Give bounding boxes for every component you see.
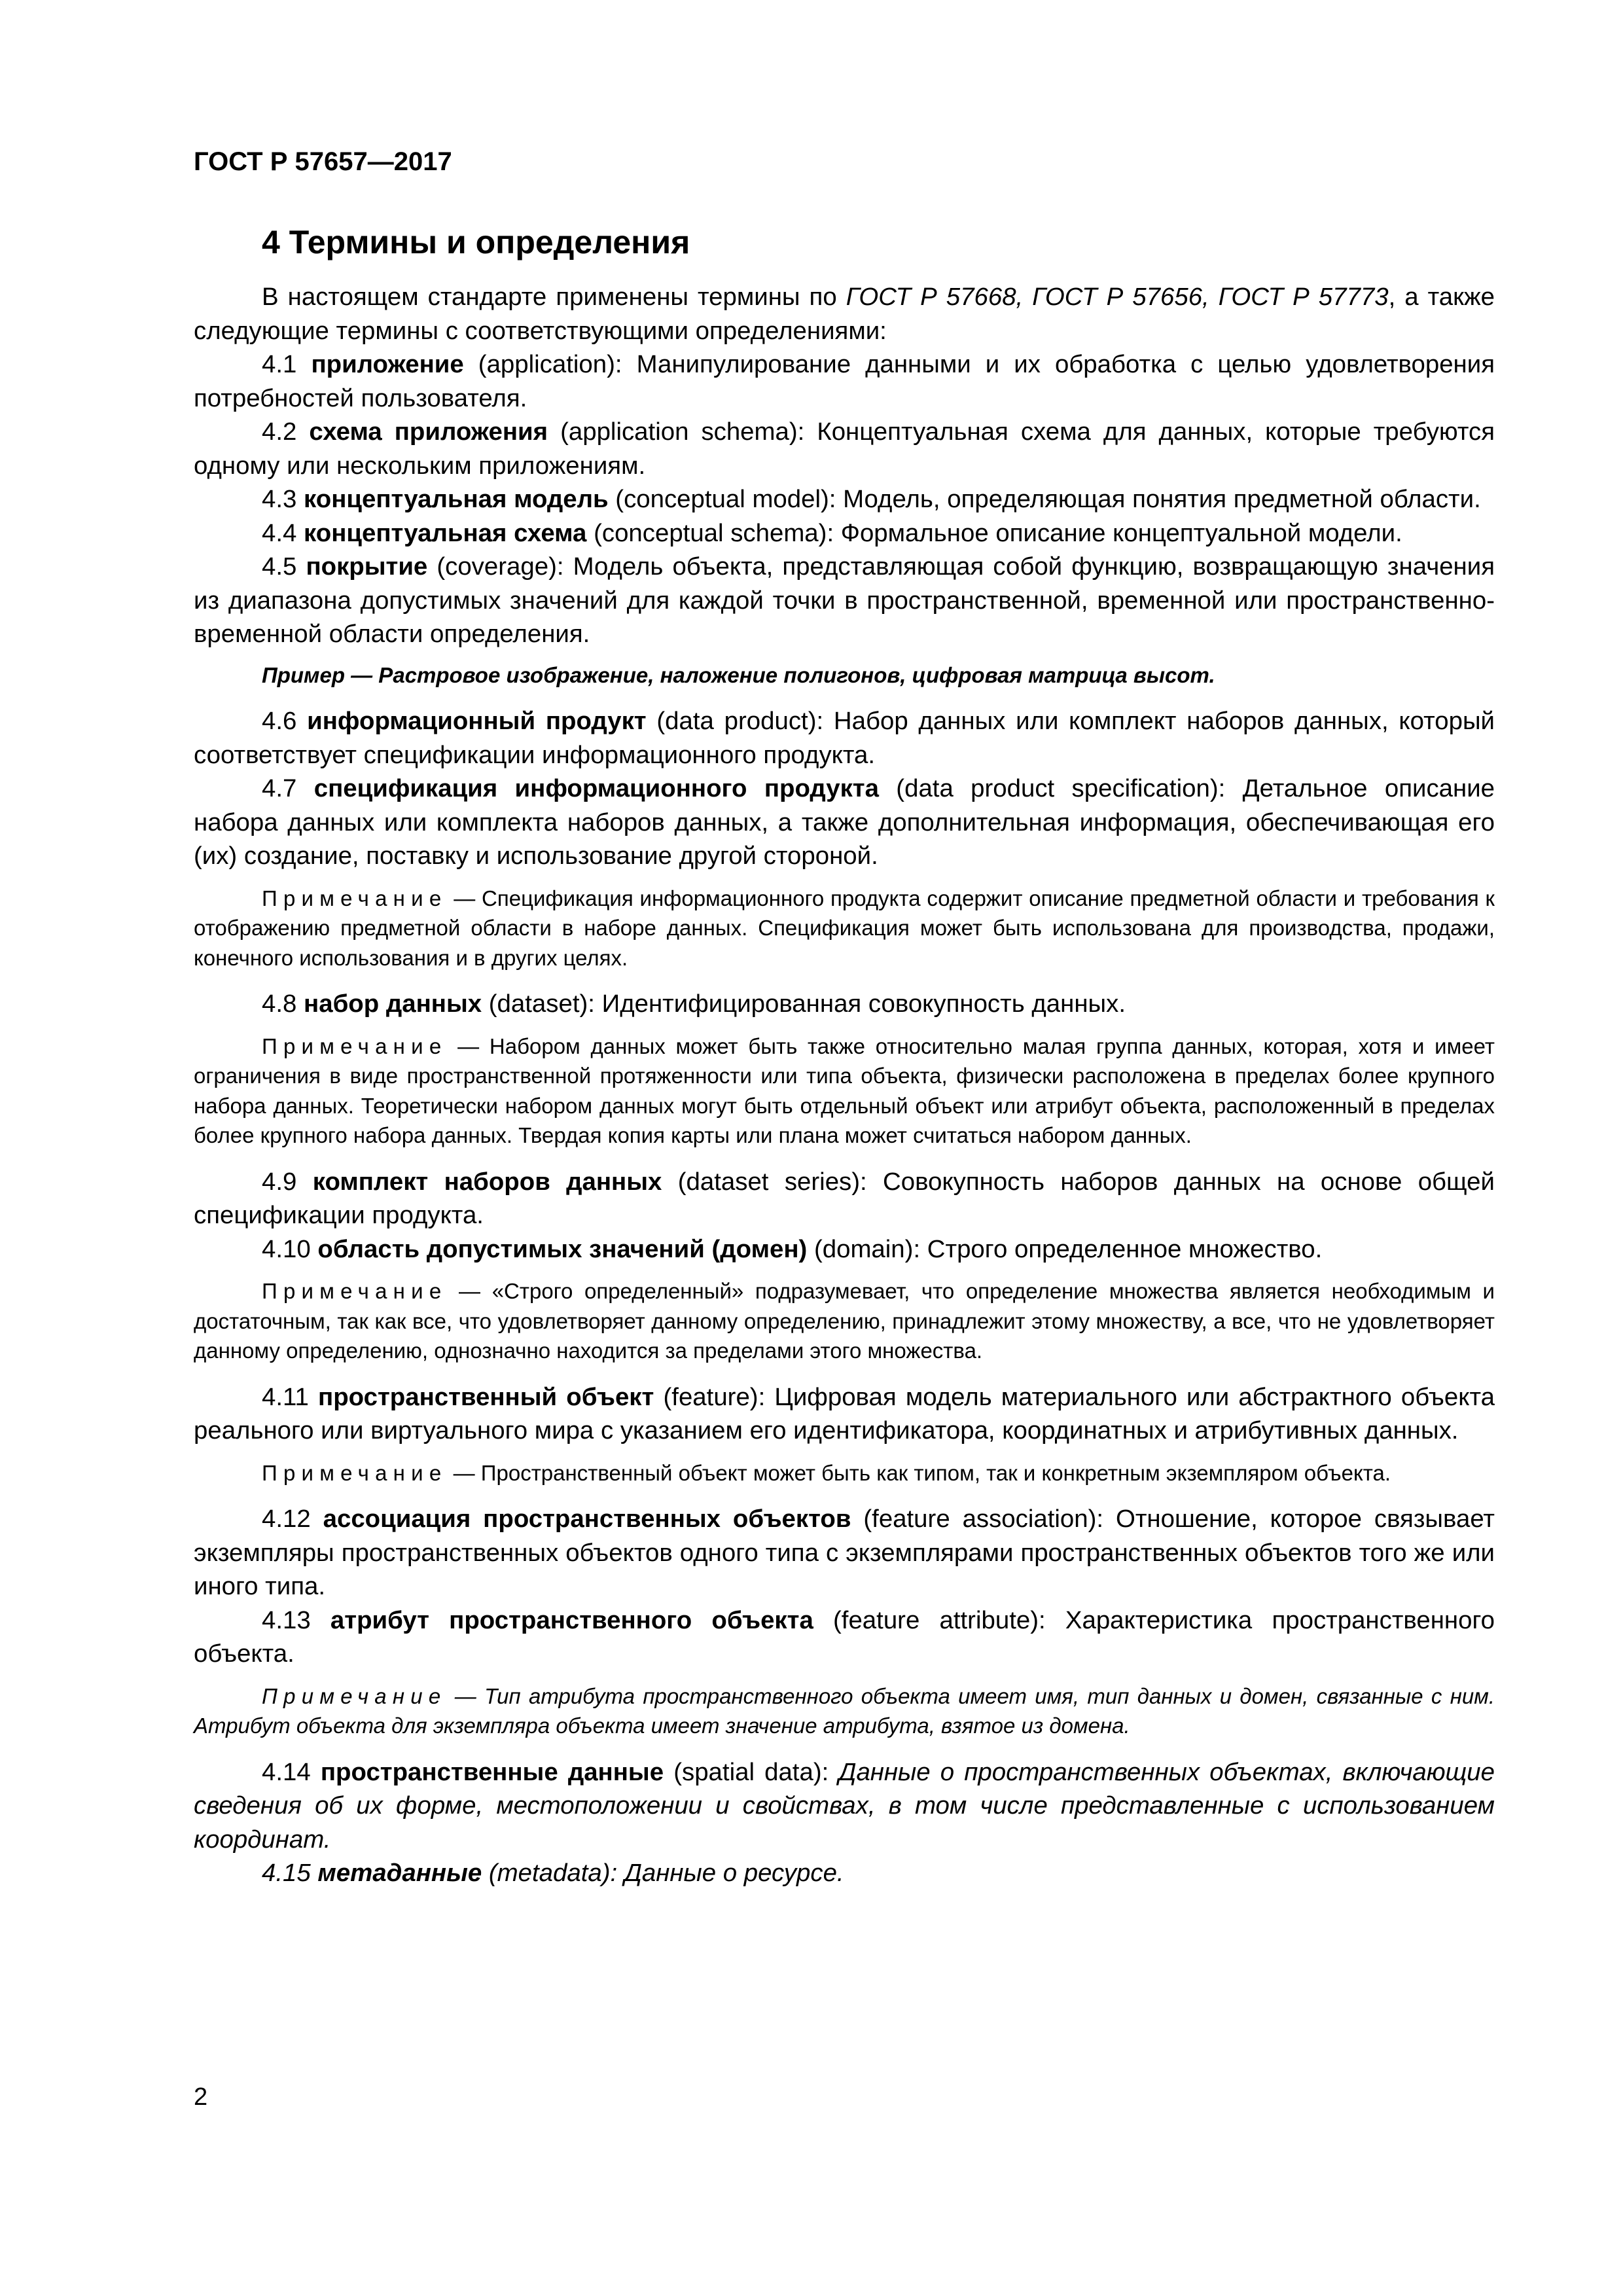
note-label: Примечание	[262, 1460, 448, 1485]
term-name: приложение	[311, 350, 464, 378]
term-name: метаданные	[317, 1859, 482, 1887]
document-page	[194, 0, 1495, 2296]
term-4-15: 4.15 метаданные (metadata): Данные о ресурсе.	[262, 1859, 844, 1887]
term-name: набор данных	[304, 990, 482, 1018]
term-4-12: 4.12 ассоциация пространственных объектов (feature association): Отношение, которое связывает экземпляры пространственных объектов одного типа с экземплярами пространственных объектов того же или иного типа.	[194, 1505, 1495, 1600]
term-4-11: 4.11 пространственный объект (feature): Цифровая модель материального или абстрактного объекта реального или виртуального мира с указанием его идентификатора, координатных и атрибутивных данных.	[194, 1382, 1495, 1444]
term-4-4: 4.4 концептуальная схема (conceptual schema): Формальное описание концептуальной модели.	[262, 518, 1402, 547]
term-name: информационный продукт	[307, 707, 647, 735]
note-4-7: Примечание — Спецификация информационного продукта содержит описание предметной области и требования к отображению предметной области в наборе данных. Спецификация может быть использована для производства, продажи, конечного использования и в других целях.	[194, 886, 1495, 970]
term-name: пространственные данные	[320, 1757, 664, 1786]
note-4-10: Примечание — «Строго определенный» подразумевает, что определение множества является необходимым и достаточным, так как все, что удовлетворяет данному определению, принадлежит этому множеству, а все, что не удовлетворяет данному определению, однозначно находится за пределами этого множества.	[194, 1279, 1495, 1363]
term-4-6: 4.6 информационный продукт (data product): Набор данных или комплект наборов данных, который соответствует спецификации информационного продукта.	[194, 707, 1495, 769]
term-name: концептуальная модель	[304, 485, 609, 513]
term-4-1: 4.1 приложение (application): Манипулирование данными и их обработка с целью удовлетворения потребностей пользователя.	[194, 350, 1495, 412]
term-4-13: 4.13 атрибут пространственного объекта (feature attribute): Характеристика пространственного объекта.	[194, 1605, 1495, 1668]
term-name: покрытие	[306, 552, 428, 581]
section-title: 4 Термины и определения	[262, 224, 690, 260]
standard-references: ГОСТ Р 57668, ГОСТ Р 57656, ГОСТ Р 57773	[846, 283, 1389, 311]
term-name: спецификация информационного продукта	[313, 774, 879, 802]
term-name: ассоциация пространственных объектов	[323, 1505, 851, 1533]
note-4-8: Примечание — Набором данных может быть также относительно малая группа данных, которая, хотя и имеет ограничения в виде пространственной протяженности или типа объекта, физически расположена в пределах более крупного набора данных. Теоретически набором данных могут быть отдельный объект или атрибут объекта, расположенный в пределах более крупного набора данных. Твердая копия карты или плана может считаться набором данных.	[194, 1033, 1495, 1147]
term-4-8: 4.8 набор данных (dataset): Идентифицированная совокупность данных.	[262, 990, 1126, 1018]
term-name: комплект наборов данных	[312, 1167, 662, 1196]
note-label: Примечание	[262, 1683, 447, 1708]
page-number: 2	[194, 2083, 208, 2111]
term-4-10: 4.10 область допустимых значений (домен) (domain): Строго определенное множество.	[262, 1234, 1323, 1263]
note-4-13: Примечание — Тип атрибута пространственного объекта имеет имя, тип данных и домен, связанные с ним. Атрибут объекта для экземпляра объекта имеет значение атрибута, взятое из домена.	[194, 1683, 1495, 1738]
document-code: ГОСТ Р 57657—2017	[194, 147, 452, 176]
term-name: пространственный объект	[318, 1382, 654, 1411]
term-4-7: 4.7 спецификация информационного продукта (data product specification): Детальное описание набора данных или комплекта наборов данных, а также дополнительная информация, обеспечивающая его (их) создание, поставку и использование другой стороной.	[194, 774, 1495, 870]
term-4-14: 4.14 пространственные данные (spatial data): Данные о пространственных объектах, включающие сведения об их форме, местоположении и свойствах, в том числе представленные с использованием координат.	[194, 1757, 1495, 1854]
section-body	[194, 280, 1495, 1890]
term-4-3: 4.3 концептуальная модель (conceptual model): Модель, определяющая понятия предметной области.	[262, 485, 1481, 513]
note-label: Примечание	[262, 886, 448, 910]
intro-paragraph: В настоящем стандарте применены термины по ГОСТ Р 57668, ГОСТ Р 57656, ГОСТ Р 57773, а также следующие термины с соответствующими определениями:	[194, 283, 1495, 345]
term-name: область допустимых значений (домен)	[317, 1234, 808, 1263]
term-name: концептуальная схема	[304, 518, 587, 547]
term-4-5: 4.5 покрытие (coverage): Модель объекта, представляющая собой функцию, возвращающую значения из диапазона допустимых значений для каждой точки в пространственной, временной или пространственно-временной области определения.	[194, 552, 1495, 648]
note-label: Примечание	[262, 1033, 448, 1058]
example-4-5: Пример — Растровое изображение, наложение полигонов, цифровая матрица высот.	[262, 662, 1215, 687]
term-4-2: 4.2 схема приложения (application schema): Концептуальная схема для данных, которые требуются одному или нескольким приложениям.	[194, 418, 1495, 480]
note-label: Примечание	[262, 1279, 448, 1303]
term-4-9: 4.9 комплект наборов данных (dataset series): Совокупность наборов данных на основе общей спецификации продукта.	[194, 1167, 1495, 1229]
term-name: атрибут пространственного объекта	[330, 1605, 813, 1634]
note-4-11: Примечание — Пространственный объект может быть как типом, так и конкретным экземпляром объекта.	[262, 1460, 1391, 1485]
term-name: схема приложения	[309, 418, 548, 446]
